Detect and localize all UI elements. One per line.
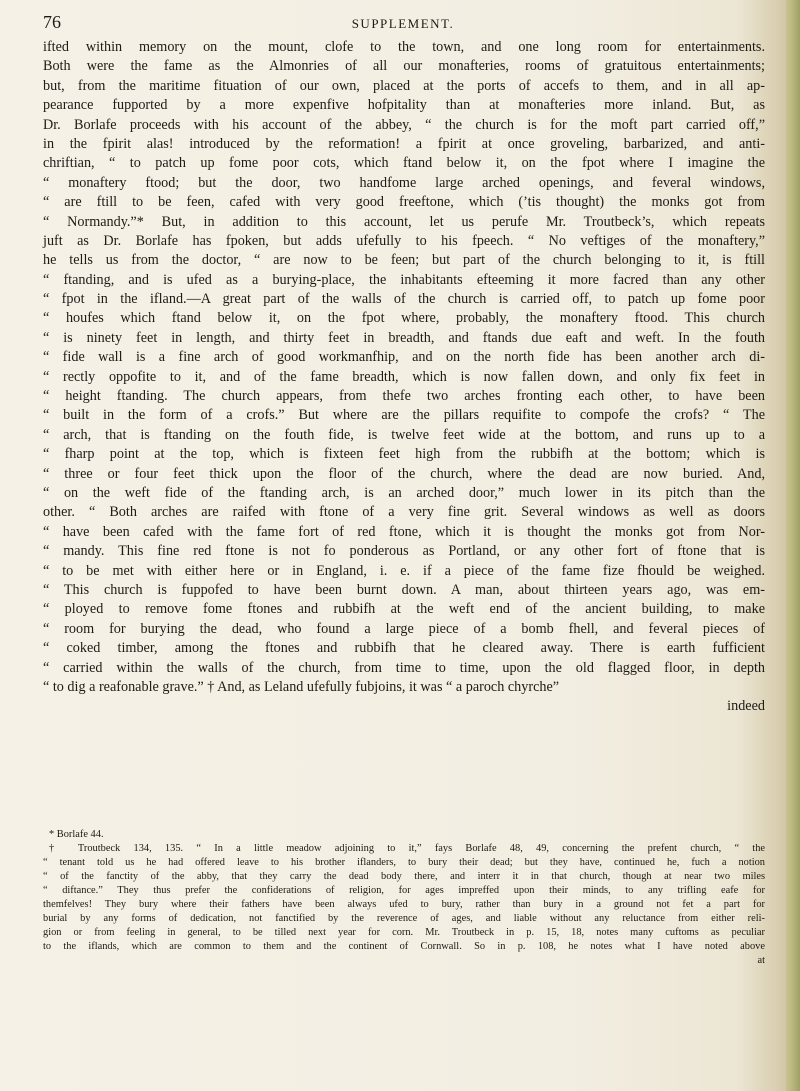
page-edge [786, 0, 800, 1091]
page-number: 76 [43, 12, 61, 32]
footnote-line: “ tenant told us he had offered leave to his brother iflanders, to bury their dead; but they have, continued he, fuch a notion [43, 857, 765, 868]
body-line: “ fharp point at the top, which is fixteen feet high from the rubbifh at the bottom; which is [43, 446, 765, 463]
footnote-line: * Borlafe 44. [49, 829, 104, 840]
body-line: “ to be met with either here or in England, i. e. if a piece of the fame fize fhould be weighed. [43, 562, 765, 579]
footnote-line: † Troutbeck 134, 135. “ In a little meadow adjoining to it,” fays Borlafe 48, 49, concerning the prefent church, “ the [49, 843, 765, 854]
footnote-line: gion or from feeling in general, to be tilled next year for corn. Mr. Troutbeck in p. 15, 18, notes many cuftoms as peculiar [43, 927, 765, 938]
body-line: “ carried within the walls of the church, from time to time, upon the old flagged floor, in depth [43, 659, 765, 676]
footnote-line: at [757, 955, 765, 966]
body-text [43, 38, 765, 717]
body-line: “ ployed to remove fome ftones and rubbifh at the weft end of the ancient building, to make [43, 601, 765, 618]
body-line: “ rectly oppofite to it, and of the fame breadth, which is now fallen down, and only fix feet in [43, 368, 765, 385]
body-line: “ Normandy.”* But, in addition to this account, let us perufe Mr. Troutbeck’s, which repeats [43, 213, 765, 230]
body-line: “ to dig a reafonable grave.” † And, as Leland ufefully fubjoins, it was “ a paroch chyrche” [43, 678, 560, 695]
body-line: he tells us from the doctor, “ are now to be feen; but part of the church belonging to it, is ftill [43, 252, 765, 269]
body-line: but, from the maritime fituation of our own, placed at the ports of accefs to them, and in all ap- [43, 77, 765, 94]
body-line: “ This church is fuppofed to have been burnt down. A man, about thirteen years ago, was em- [43, 581, 765, 598]
body-line: “ ftanding, and is ufed as a burying-place, the inhabitants efteeming it more facred than any other [43, 271, 765, 288]
body-line: “ fide wall is a fine arch of good workmanfhip, and on the north fide has been another arch di- [43, 349, 765, 366]
body-line: “ room for burying the dead, who found a large piece of a bomb fhell, and feveral pieces of [43, 620, 765, 637]
body-line: “ coked timber, among the ftones and rubbifh that he cleared away. There is earth fufficient [43, 640, 765, 657]
footnote-line: “ of the fanctity of the abby, that they carry the dead body there, and interr it in that church, though at near two miles [43, 871, 765, 882]
body-line: “ houfes which ftand below it, on the fpot where, probably, the monaftery ftood. This church [43, 310, 765, 327]
body-line: “ is ninety feet in length, and thirty feet in breadth, and ftands due eaft and weft. In the fouth [43, 329, 765, 346]
page-header [43, 8, 763, 36]
footnote-line: to the iflands, which are common to them and the continent of Cornwall. So in p. 108, he notes what I have noted above [43, 941, 765, 952]
body-line: “ mandy. This fine red ftone is not fo ponderous as Portland, or any other fort of ftone that is [43, 543, 765, 560]
body-line: “ built in the form of a crofs.” But where are the pillars requifite to compofe the crofs? “ The [43, 407, 765, 424]
body-line: ifted within memory on the mount, clofe to the town, and one long room for entertainments. [43, 39, 765, 55]
body-line: “ have been cafed with the fame fort of red ftone, which it is thought the monks got from Nor- [43, 523, 765, 540]
footnotes [43, 828, 765, 968]
body-line: chriftian, “ to patch up fome poor cots, which ftand below it, on the fpot where I imagine the [43, 155, 765, 172]
body-line: pearance fupported by a more expenfive hofpitality than at monafteries more inland. But, as [43, 97, 765, 114]
body-line: “ three or four feet thick upon the floor of the church, where the dead are now buried. And, [43, 465, 765, 482]
body-line: “ fpot in the ifland.—A great part of the walls of the church is carried off, to patch up fome poor [43, 291, 765, 308]
body-line: Both were the fame as the Almonries of all our monafteries, rooms of gratuitous entertainments; [43, 58, 765, 75]
body-line: “ monaftery ftood; but the door, two handfome large arched openings, and feveral windows, [43, 174, 765, 191]
body-line: other. “ Both arches are raifed with ftone of a very fine grit. Several windows as well as doors [43, 504, 765, 521]
body-line: “ arch, that is ftanding on the fouth fide, is twelve feet wide at the bottom, and runs up to a [43, 426, 765, 443]
footnote-line: themfelves! They bury where their fathers have been always ufed to bury, rather than bury in a ground not fet a part for [43, 899, 765, 910]
body-line: indeed [727, 698, 765, 715]
body-line: in the fpirit alas! introduced by the reformation! a fpirit at once groveling, barbarized, and anti- [43, 135, 765, 152]
body-line: “ are ftill to be feen, cafed with very good freeftone, which (’tis thought) the monks got from [43, 194, 765, 211]
footnote-line: “ diftance.” They thus prefer the confiderations of religion, for ages impreffed upon their minds, to any trifling eafe for [43, 885, 765, 896]
body-line: juft as Dr. Borlafe has fpoken, but adds ufefully to his fpeech. “ No veftiges of the monaftery,” [43, 232, 765, 249]
body-line: “ on the weft fide of the ftanding arch, is an arched door,” much lower in its pitch than the [43, 484, 765, 501]
running-head: SUPPLEMENT. [351, 16, 455, 31]
body-line: Dr. Borlafe proceeds with his account of the abbey, “ the church is for the moft part carried off,” [43, 116, 765, 133]
footnote-line: burial by any forms of dedication, not fanctified by the reverence of ages, and liable without any reluctance from either reli- [43, 913, 765, 924]
body-line: “ height ftanding. The church appears, from thefe two arches fronting each other, to have been [43, 388, 765, 405]
